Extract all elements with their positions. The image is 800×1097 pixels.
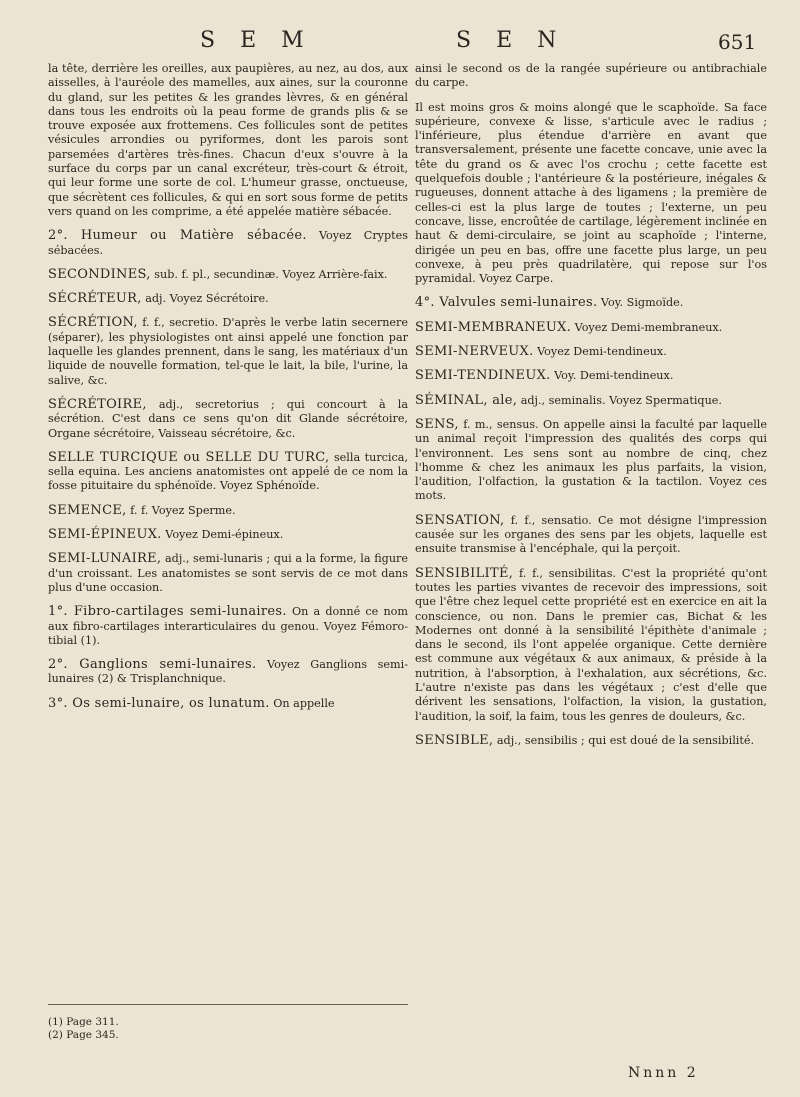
dictionary-entry bbox=[415, 345, 767, 359]
entry-headword: SEMENCE, bbox=[48, 502, 127, 518]
dictionary-entry bbox=[48, 316, 408, 387]
entry-headword: 4°. Valvules semi-lunaires. bbox=[415, 295, 598, 311]
entry-headword: SECONDINES, bbox=[48, 266, 151, 282]
entry-headword: SEMI-ÉPINEUX. bbox=[48, 527, 162, 543]
entry-text: Voyez Cryptes sébacées. bbox=[48, 229, 409, 257]
entry-headword: SENS, bbox=[415, 416, 459, 432]
entry-headword: 3°. Os semi-lunaire, os lunatum. bbox=[48, 695, 270, 711]
dictionary-entry bbox=[48, 552, 408, 595]
dictionary-entry bbox=[48, 268, 408, 282]
dictionary-entry bbox=[48, 697, 408, 711]
dictionary-entry bbox=[48, 451, 408, 494]
entry-headword: SENSIBLE, bbox=[415, 732, 494, 748]
dictionary-entry bbox=[48, 62, 408, 219]
dictionary-entry bbox=[48, 605, 408, 648]
dictionary-entry bbox=[415, 394, 767, 408]
entry-text: f. f., secretio. D'après le verbe latin secernere (séparer), les physiologistes ont ainsi appelé une fonction par laquelle les glandes prennent, dans le sang, les matériaux d'un liquide de nouvelle formation, tel-que le lait, la bile, l'urine, la salive, &c. bbox=[48, 316, 408, 387]
entry-text: adj., semi-lunaris ; qui a la forme, la figure d'un croissant. Les anatomistes se sont servis de ce mot dans plus d'une occasion. bbox=[48, 552, 408, 594]
dictionary-entry bbox=[48, 504, 408, 518]
entry-text: Il est moins gros & moins alongé que le scaphoïde. Sa face supérieure, convexe & lisse, s'articule avec le radius ; l'inférieure, plus étendue d'arrière en avant que transversalement, présente une facette concave, unie avec la tête du grand os & avec l'os crochu ; cette facette est quelquefois double ; l'antérieure & la postérieure, inégales & rugueuses, donnent attache à des ligamens ; la première de celles-ci est la plus large de toutes ; l'externe, un peu concave, lisse, encroûtée de cartilage, légèrement inclinée en haut & demi-circulaire, se joint au scaphoïde ; l'interne, dirigée un peu en bas, offre une facette plus large, un peu convexe, à peu près quadrilatère, qui repose sur l'os pyramidal. Voyez Carpe. bbox=[415, 100, 767, 286]
entry-text: adj., seminalis. Voyez Spermatique. bbox=[517, 393, 722, 407]
entry-text: Voy. Sigmoïde. bbox=[597, 296, 684, 310]
entry-text: On appelle bbox=[269, 696, 335, 710]
entry-text: f. f. Voyez Sperme. bbox=[126, 503, 236, 517]
running-header bbox=[0, 20, 800, 60]
entry-text: adj., sensibilis ; qui est doué de la sensibilité. bbox=[493, 733, 755, 747]
footnotes bbox=[48, 1016, 408, 1042]
dictionary-entry bbox=[48, 229, 408, 258]
dictionary-entry bbox=[415, 321, 767, 335]
entry-text: On a donné ce nom aux fibro-cartilages interarticulaires du genou. Voyez Fémoro-tibial (1). bbox=[48, 605, 408, 647]
entry-headword: SEMI-NERVEUX. bbox=[415, 344, 534, 360]
entry-text: f. f., sensibilitas. C'est la propriété qu'ont toutes les parties vivantes de recevoir des impressions, soit que l'être chez lequel cette propriété est en exercice en ait la conscience, ou non. Dans le premier cas, Bichat & les Modernes ont donné à la sensibilité l'épithète d'animale ; dans le second, ils l'ont appelée organique. Cette dernière est commune aux végétaux & aux animaux, & préside à la nutrition, à l'absorption, à l'exhalation, aux sécrétions, &c. L'autre n'existe pas dans les végétaux ; c'est d'elle que dérivent les sensations, l'olfaction, la vision, la gustation, l'audition, la soif, la faim, tous les genres de douleurs, &c. bbox=[415, 566, 767, 723]
entry-text: Voyez Demi-épineux. bbox=[161, 528, 284, 542]
dictionary-entry bbox=[48, 658, 408, 687]
entry-headword: SEMI-MEMBRANEUX. bbox=[415, 319, 572, 335]
entry-text: Voyez Demi-tendineux. bbox=[533, 345, 667, 359]
entry-headword: SÉCRÉTOIRE, bbox=[48, 396, 147, 412]
dictionary-entry bbox=[415, 369, 767, 383]
entry-headword: SEMI-TENDINEUX. bbox=[415, 368, 551, 384]
entry-headword: 2°. Ganglions semi-lunaires. bbox=[48, 657, 257, 673]
footnote-rule bbox=[48, 1004, 408, 1005]
footnote: (2) Page 345. bbox=[48, 1029, 119, 1041]
printer-signature: Nnnn 2 bbox=[628, 1065, 699, 1081]
page-number: 651 bbox=[718, 30, 757, 54]
right-column bbox=[415, 62, 767, 758]
entry-headword: 1°. Fibro-cartilages semi-lunaires. bbox=[48, 604, 287, 620]
entry-text: la tête, derrière les oreilles, aux paupières, au nez, au dos, aux aisselles, à l'auréole des mamelles, aux aines, sur la couronne du gland, sur les petites & les grandes lèvres, & en général dans tous les endroits où la peau forme de grands plis & se trouve exposée aux frottemens. Ces follicules sont de petites vésicules arrondies ou pyriformes, dont les parois sont parsemées d'artères très-fines. Chacun d'eux s'ouvre à la surface du corps par un canal excréteur, très-court & étroit, qui leur forme une sorte de col. L'humeur grasse, onctueuse, que sécrètent ces follicules, & qui en sort sous forme de petits vers quand on les comprime, a été appelée matière sébacée. bbox=[48, 62, 408, 218]
running-head-left: S E M bbox=[200, 28, 313, 53]
left-column bbox=[48, 62, 408, 721]
entry-text: ainsi le second os de la rangée supérieure ou antibrachiale du carpe. bbox=[415, 62, 767, 90]
entry-headword: SENSATION, bbox=[415, 512, 505, 528]
dictionary-entry bbox=[415, 514, 767, 557]
entry-headword: SEMI-LUNAIRE, bbox=[48, 551, 162, 567]
entry-text: Voyez Demi-membraneux. bbox=[571, 320, 723, 334]
dictionary-entry bbox=[48, 292, 408, 306]
entry-text: adj. Voyez Sécrétoire. bbox=[141, 292, 269, 306]
entry-text: sella turcica, sella equina. Les anciens anatomistes ont appelé de ce nom la fosse pituitaire du sphénoïde. Voyez Sphénoïde. bbox=[48, 450, 409, 493]
entry-text: f. m., sensus. On appelle ainsi la faculté par laquelle un animal reçoit l'impression des qualités des corps qui l'environnent. Les sens sont au nombre de cinq, chez l'homme & chez les animaux les plus parfaits, la vision, l'audition, l'olfaction, la gustation & la tactilon. Voyez ces mots. bbox=[415, 417, 767, 503]
dictionary-entry bbox=[415, 101, 767, 287]
running-head-right: S E N bbox=[456, 28, 566, 53]
dictionary-entry bbox=[415, 62, 767, 91]
entry-text: adj., secretorius ; qui concourt à la sécrétion. C'est dans ce sens qu'on dit Glande sécrétoire, Organe sécrétoire, Vaisseau sécrétoire, &c. bbox=[48, 397, 408, 440]
dictionary-entry bbox=[48, 528, 408, 542]
footnote: (1) Page 311. bbox=[48, 1016, 119, 1028]
entry-text: sub. f. pl., secundinæ. Voyez Arrière-faix. bbox=[150, 267, 388, 281]
entry-headword: 2°. Humeur ou Matière sébacée. bbox=[48, 228, 307, 244]
entry-headword: SÉMINAL, ale, bbox=[415, 392, 518, 408]
dictionary-entry bbox=[48, 398, 408, 441]
entry-text: f. f., sensatio. Ce mot désigne l'impression causée sur les organes des sens par les objets, laquelle est ensuite transmise à l'encéphale, qui la perçoit. bbox=[415, 513, 767, 556]
dictionary-entry bbox=[415, 567, 767, 724]
dictionary-entry bbox=[415, 734, 767, 748]
dictionary-entry bbox=[415, 296, 767, 310]
entry-headword: SENSIBILITÉ, bbox=[415, 565, 514, 581]
entry-headword: SÉCRÉTION, bbox=[48, 315, 138, 331]
entry-headword: SÉCRÉTEUR, bbox=[48, 291, 142, 307]
entry-headword: SELLE TURCIQUE ou SELLE DU TURC, bbox=[48, 449, 330, 465]
entry-text: Voy. Demi-tendineux. bbox=[550, 369, 674, 383]
entry-text: Voyez Ganglions semi-lunaires (2) & Trisplanchnique. bbox=[48, 658, 408, 686]
dictionary-entry bbox=[415, 418, 767, 504]
